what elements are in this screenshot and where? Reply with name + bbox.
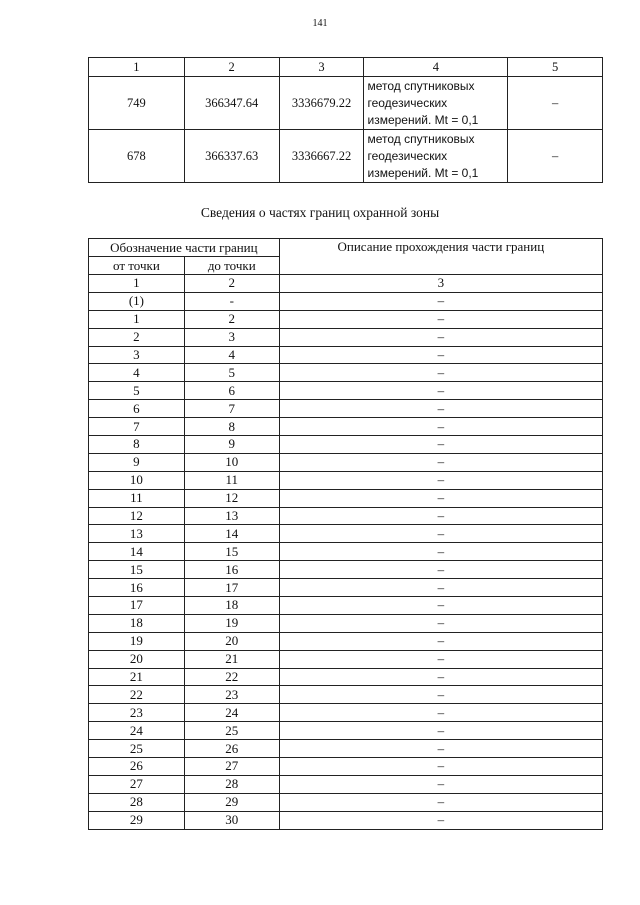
table-row [89,811,603,829]
to-point: 5 [184,364,279,382]
table-row [89,758,603,776]
description: – [279,793,602,811]
col-header-3: 3 [279,58,364,77]
from-point: 11 [89,489,185,507]
col5-value: – [508,130,603,183]
table-row [89,382,603,400]
from-point: 5 [89,382,185,400]
to-point: 28 [184,775,279,793]
to-point: 18 [184,597,279,615]
to-point: 23 [184,686,279,704]
from-point: 24 [89,722,185,740]
from-point: 29 [89,811,185,829]
to-point: 3 [184,328,279,346]
from-point: 20 [89,650,185,668]
description: – [279,418,602,436]
table-row [89,561,603,579]
table-row [89,292,603,310]
description: – [279,650,602,668]
description: – [279,436,602,454]
to-point: 11 [184,471,279,489]
description: – [279,597,602,615]
to-point: 19 [184,614,279,632]
description: – [279,704,602,722]
method-line: геодезических [367,95,448,110]
table-row [89,597,603,615]
method-line: измерений. Mt = 0,1 [367,112,479,127]
to-point: 16 [184,561,279,579]
from-point: 25 [89,740,185,758]
from-point: 15 [89,561,185,579]
to-point: 4 [184,346,279,364]
table-row [89,418,603,436]
description: – [279,775,602,793]
to-point: 30 [184,811,279,829]
table-row [89,346,603,364]
page-number: 141 [312,18,328,29]
coordinates-header-row [89,58,603,77]
table-row [89,453,603,471]
description: – [279,740,602,758]
coordinates-table [88,57,603,183]
table-row [89,704,603,722]
to-point: 2 [184,310,279,328]
from-point: 9 [89,453,185,471]
table-row [89,740,603,758]
method-line: измерений. Mt = 0,1 [367,165,479,180]
from-point: 3 [89,346,185,364]
from-point: 28 [89,793,185,811]
table-row [89,471,603,489]
from-point: 16 [89,579,185,597]
header-description: Описание прохождения части границ [279,239,602,275]
description: – [279,328,602,346]
table-row [89,579,603,597]
parts-header-row [89,239,603,257]
description: – [279,382,602,400]
to-point: 9 [184,436,279,454]
description: – [279,525,602,543]
table-row [89,650,603,668]
table-row [89,436,603,454]
table-row [89,722,603,740]
from-point: 23 [89,704,185,722]
col-number-3: 3 [279,275,602,293]
col-header-2: 2 [184,58,279,77]
table-row [89,310,603,328]
to-point: 22 [184,668,279,686]
header-from-point: от точки [89,257,185,275]
to-point: - [184,292,279,310]
to-point: 27 [184,758,279,776]
from-point: 17 [89,597,185,615]
table-row [89,668,603,686]
description: – [279,292,602,310]
from-point: 2 [89,328,185,346]
to-point: 15 [184,543,279,561]
from-point: 7 [89,418,185,436]
from-point: 4 [89,364,185,382]
description: – [279,686,602,704]
description: – [279,579,602,597]
method-cell [364,130,508,183]
boundary-parts-table [88,238,603,830]
from-point: 14 [89,543,185,561]
description: – [279,489,602,507]
coord-y: 3336679.22 [279,77,364,130]
table-row [89,775,603,793]
method-line: метод спутниковых [367,131,475,146]
to-point: 8 [184,418,279,436]
to-point: 7 [184,400,279,418]
description: – [279,758,602,776]
from-point: 6 [89,400,185,418]
description: – [279,471,602,489]
description: – [279,668,602,686]
from-point: 21 [89,668,185,686]
column-numbers-row [89,275,603,293]
header-group: Обозначение части границ [89,239,280,257]
point-number: 749 [89,77,185,130]
point-number: 678 [89,130,185,183]
col-number-1: 1 [89,275,185,293]
to-point: 25 [184,722,279,740]
description: – [279,364,602,382]
header-to-point: до точки [184,257,279,275]
col5-value: – [508,77,603,130]
description: – [279,722,602,740]
section-title: Сведения о частях границ охранной зоны [200,205,440,220]
description: – [279,310,602,328]
description: – [279,507,602,525]
method-line: метод спутниковых [367,78,475,93]
col-header-1: 1 [89,58,185,77]
method-line: геодезических [367,148,448,163]
description: – [279,811,602,829]
table-row [89,632,603,650]
description: – [279,346,602,364]
table-row [89,686,603,704]
table-row [89,130,603,183]
col-header-5: 5 [508,58,603,77]
table-row [89,543,603,561]
from-point: 27 [89,775,185,793]
from-point: 19 [89,632,185,650]
from-point: 22 [89,686,185,704]
to-point: 24 [184,704,279,722]
description: – [279,453,602,471]
to-point: 20 [184,632,279,650]
to-point: 13 [184,507,279,525]
col-header-4: 4 [364,58,508,77]
description: – [279,543,602,561]
to-point: 26 [184,740,279,758]
from-point: 18 [89,614,185,632]
from-point: 10 [89,471,185,489]
to-point: 17 [184,579,279,597]
table-row [89,793,603,811]
to-point: 10 [184,453,279,471]
from-point: 26 [89,758,185,776]
to-point: 29 [184,793,279,811]
from-point: (1) [89,292,185,310]
description: – [279,561,602,579]
col-number-2: 2 [184,275,279,293]
coord-x: 366337.63 [184,130,279,183]
table-row [89,328,603,346]
description: – [279,614,602,632]
from-point: 12 [89,507,185,525]
table-row [89,489,603,507]
to-point: 6 [184,382,279,400]
table-row [89,77,603,130]
to-point: 12 [184,489,279,507]
description: – [279,400,602,418]
from-point: 8 [89,436,185,454]
from-point: 1 [89,310,185,328]
from-point: 13 [89,525,185,543]
table-row [89,400,603,418]
coord-y: 3336667.22 [279,130,364,183]
table-row [89,614,603,632]
table-row [89,525,603,543]
table-row [89,364,603,382]
table-row [89,507,603,525]
to-point: 14 [184,525,279,543]
coord-x: 366347.64 [184,77,279,130]
to-point: 21 [184,650,279,668]
description: – [279,632,602,650]
method-cell [364,77,508,130]
